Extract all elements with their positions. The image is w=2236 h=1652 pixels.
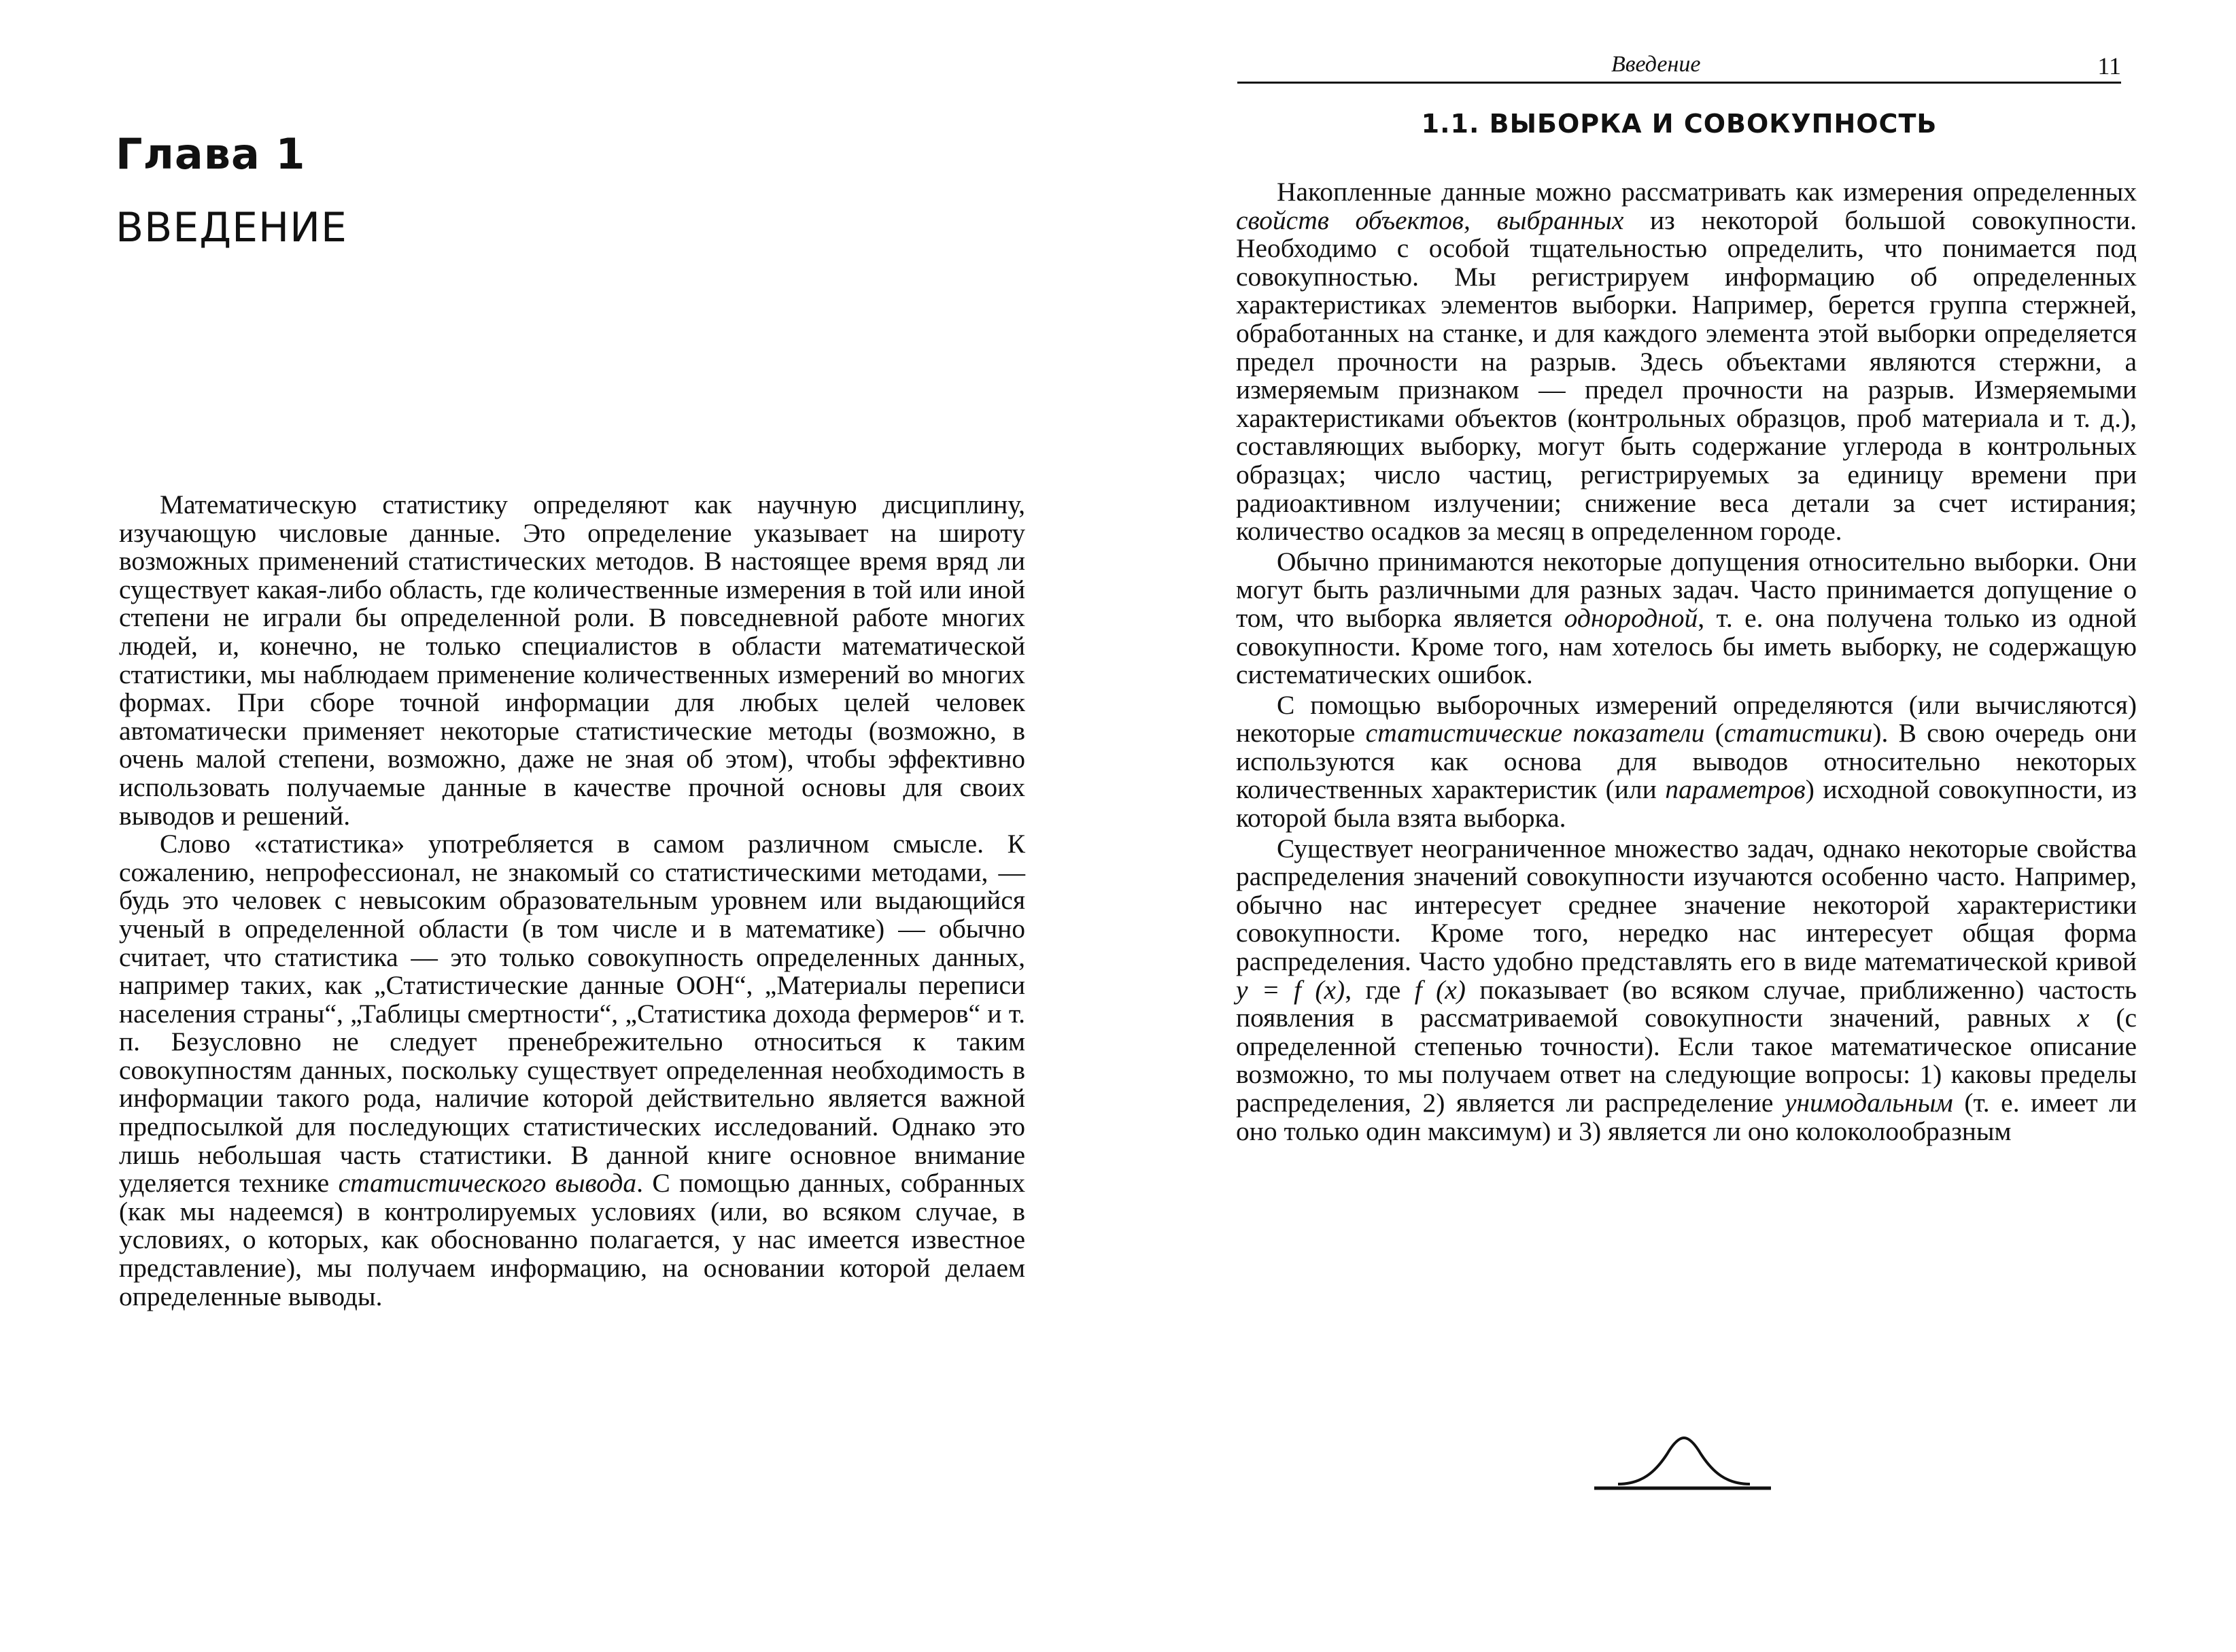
bell-curve-line bbox=[1618, 1438, 1750, 1484]
emphasis: унимодальным bbox=[1784, 1088, 1953, 1118]
emphasis: статистические показатели bbox=[1365, 718, 1705, 748]
text-run: Обычно принимаются некоторые допущения относительно выборки. Они могут быть различными для разных задач. Часто принимается допущение о том, что выборка является bbox=[1236, 546, 2137, 633]
text-run: ) исходной совокупности, из которой была взята выборка. bbox=[1236, 774, 2137, 833]
paragraph-assumptions bbox=[1236, 548, 2137, 689]
text-run: Слово «статистика» употребляется в самом различном смысле. К сожалению, непрофессионал, не знакомый со статистическими методами, — будь это человек с невысоким образовательным уровнем или выдающийся ученый в определенной области (в том числе и в математике) — обычно считает, что статистика — это только совокупность определенных данных, например таких, как „Статистические данные ООН“, „Материалы переписи населения страны“, „Таблицы смертности“, „Статистика дохода фермеров“ и т. п. Безусловно не следует пренебрежительно относиться к таким совокупностям данных, поскольку существует определенная необходимость в информации такого рода, наличие которой действительно является важной предпосылкой для последующих статистических исследований. Однако это лишь небольшая часть статистики. В данной книге основное внимание уделяется технике bbox=[119, 829, 1025, 1199]
section-text bbox=[1236, 178, 2137, 1146]
page-number: 11 bbox=[2097, 52, 2121, 80]
chapter-title: ВВЕДЕНИЕ bbox=[116, 204, 347, 252]
paragraph-2 bbox=[119, 830, 1025, 1311]
paragraph-statistics bbox=[1236, 691, 2137, 833]
text-run: С помощью выборочных измерений определяются (или вычисляются) некоторые bbox=[1236, 689, 2137, 748]
emphasis: свойств объектов, выбранных bbox=[1236, 205, 1624, 235]
text-run: Существует неограниченное множество задач, однако некоторые свойства распределения значений совокупности изучаются особенно часто. Например, обычно нас интересует среднее значение некоторой характеристики совокупности. Кроме того, нередко нас интересует общая форма распределения. Часто удобно представлять его в виде математической кривой bbox=[1236, 833, 2137, 977]
text-run: ). В свою очередь они используются как основа для выводов относительно некоторых количественных характеристик (или bbox=[1236, 718, 2137, 805]
running-header bbox=[1237, 49, 2121, 84]
chapter-label: Глава 1 bbox=[116, 129, 306, 179]
text-run: . С помощью данных, собранных (как мы надеемся) в контролируемых условиях (или, во всяком случае, в условиях, о которых, как обоснованно полагается, у нас имеется известное представление), мы получаем информацию, на основании которой делаем определенные выводы. bbox=[119, 1168, 1025, 1311]
paragraph-samples bbox=[1236, 178, 2137, 546]
formula: f (x) bbox=[1414, 974, 1466, 1005]
formula: x bbox=[2077, 1003, 2090, 1033]
text-run: показывает (во всяком случае, приближенно) частость появления в рассматриваемой совокупности значений, равных bbox=[1236, 974, 2137, 1033]
text-run: (т. е. имеет ли оно только один максимум) и 3) является ли оно колоколообразным bbox=[1236, 1088, 2137, 1146]
emphasis: статистики bbox=[1723, 718, 1873, 748]
left-page bbox=[0, 0, 1115, 1652]
bell-curve-figure bbox=[1591, 1431, 1774, 1494]
formula: y = f (x) bbox=[1236, 974, 1345, 1005]
text-run: (с определенной степенью точности). Если такое математическое описание возможно, то мы получаем ответ на следующие вопросы: 1) каковы пределы распределения, 2) является ли распределение bbox=[1236, 1003, 2137, 1118]
section-heading: 1.1. ВЫБОРКА И СОВОКУПНОСТЬ bbox=[1421, 109, 1938, 139]
emphasis: параметров bbox=[1665, 774, 1806, 805]
paragraph-distribution bbox=[1236, 835, 2137, 1146]
running-title: Введение bbox=[1611, 52, 1701, 77]
emphasis-statistical-inference: статистического вывода bbox=[338, 1168, 637, 1199]
right-page bbox=[1115, 0, 2236, 1652]
text-run: ( bbox=[1704, 718, 1724, 748]
text-run: Накопленные данные можно рассматривать как измерения определенных bbox=[1277, 177, 2137, 207]
chapter-intro-text bbox=[119, 491, 1025, 1311]
text-run: из некоторой большой совокупности. Необходимо с особой тщательностью определить, что понимается под совокупностью. Мы регистрируем информацию об определенных характеристиках элементов выборки. Например, берется группа стержней, обработанных на станке, и для каждого элемента этой выборки определяется предел прочности на разрыв. Здесь объектами являются стержни, а измеряемым признаком — предел прочности на разрыв. Измеряемыми характеристиками объектов (контрольных образцов, проб материала и т. д.), составляющих выборку, могут быть содержание углерода в контрольных образцах; число частиц, регистрируемых за единицу времени при радиоактивном излучении; снижение веса детали за счет истирания; количество осадков за месяц в определенном городе. bbox=[1236, 205, 2137, 547]
paragraph-1: Математическую статистику определяют как научную дисциплину, изучающую числовые данные. Это определение указывает на широту возможных применений статистических методов. В настоящее время вряд ли существует какая-либо область, где количественные измерения в той или иной степени не играли бы определенной роли. В повседневной работе многих людей, и, конечно, не только специалистов в области математической статистики, мы наблюдаем применение количественных измерений во многих формах. При сборе точной информации для любых целей человек автоматически применяет некоторые статистические методы (возможно, в очень малой степени, возможно, даже не зная об этом), чтобы эффективно использовать получаемые данные в качестве прочной основы для своих выводов и решений. bbox=[119, 489, 1025, 831]
emphasis: однородной bbox=[1564, 602, 1698, 633]
text-run: , где bbox=[1345, 974, 1415, 1005]
text-run: , т. е. она получена только из одной совокупности. Кроме того, нам хотелось бы иметь выборку, не содержащую систематических ошибок. bbox=[1236, 602, 2137, 690]
